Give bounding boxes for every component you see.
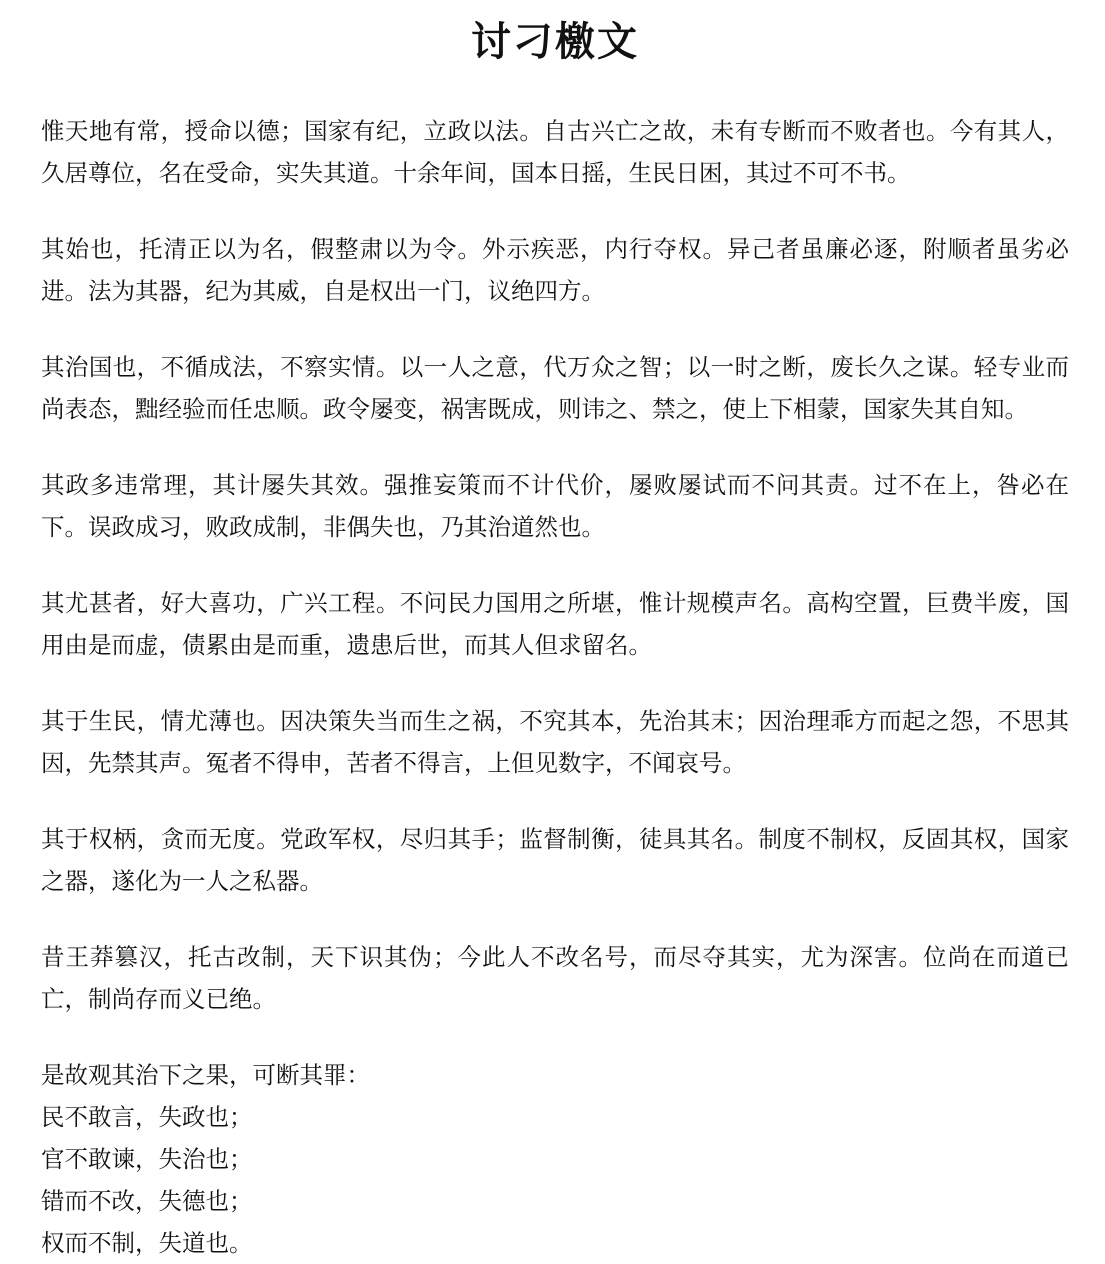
paragraph-8: 昔王莽篡汉，托古改制，天下识其伪；今此人不改名号，而尽夺其实，尤为深害。位尚在而道已亡，制尚存而义已绝。 bbox=[41, 943, 1069, 1013]
conclusion-intro: 是故观其治下之果，可断其罪： bbox=[41, 1061, 370, 1089]
paragraph-6: 其于生民，情尤薄也。因决策失当而生之祸，不究其本，先治其末；因治理乖方而起之怨，不思其因，先禁其声。冤者不得申，苦者不得言，上但见数字，不闻哀号。 bbox=[41, 707, 1069, 777]
paragraph-2: 其始也，托清正以为名，假整肃以为令。外示疾恶，内行夺权。异己者虽廉必逐，附顺者虽劣必进。法为其器，纪为其威，自是权出一门，议绝四方。 bbox=[41, 235, 1069, 305]
conclusion-block bbox=[41, 1054, 1069, 1264]
paragraph-3: 其治国也，不循成法，不察实情。以一人之意，代万众之智；以一时之断，废长久之谋。轻专业而尚表态，黜经验而任忠顺。政令屡变，祸害既成，则讳之、禁之，使上下相蒙，国家失其自知。 bbox=[41, 353, 1069, 423]
paragraph-5: 其尤甚者，好大喜功，广兴工程。不问民力国用之所堪，惟计规模声名。高构空置，巨费半废，国用由是而虚，债累由是而重，遗患后世，而其人但求留名。 bbox=[41, 589, 1069, 659]
conclusion-line-2: 官不敢谏，失治也； bbox=[41, 1145, 253, 1173]
paragraph-4: 其政多违常理，其计屡失其效。强推妄策而不计代价，屡败屡试而不问其责。过不在上，咎必在下。误政成习，败政成制，非偶失也，乃其治道然也。 bbox=[41, 471, 1069, 541]
conclusion-line-4: 权而不制，失道也。 bbox=[41, 1229, 253, 1257]
document-title: 讨刁檄文 bbox=[471, 18, 639, 65]
conclusion-line-1: 民不敢言，失政也； bbox=[41, 1103, 253, 1131]
conclusion-line-3: 错而不改，失德也； bbox=[41, 1187, 253, 1215]
document-body bbox=[41, 110, 1069, 1264]
paragraph-1: 惟天地有常，授命以德；国家有纪，立政以法。自古兴亡之故，未有专断而不败者也。今有其人，久居尊位，名在受命，实失其道。十余年间，国本日摇，生民日困，其过不可不书。 bbox=[41, 117, 1069, 187]
paragraph-7: 其于权柄，贪而无度。党政军权，尽归其手；监督制衡，徒具其名。制度不制权，反固其权，国家之器，遂化为一人之私器。 bbox=[41, 825, 1069, 895]
